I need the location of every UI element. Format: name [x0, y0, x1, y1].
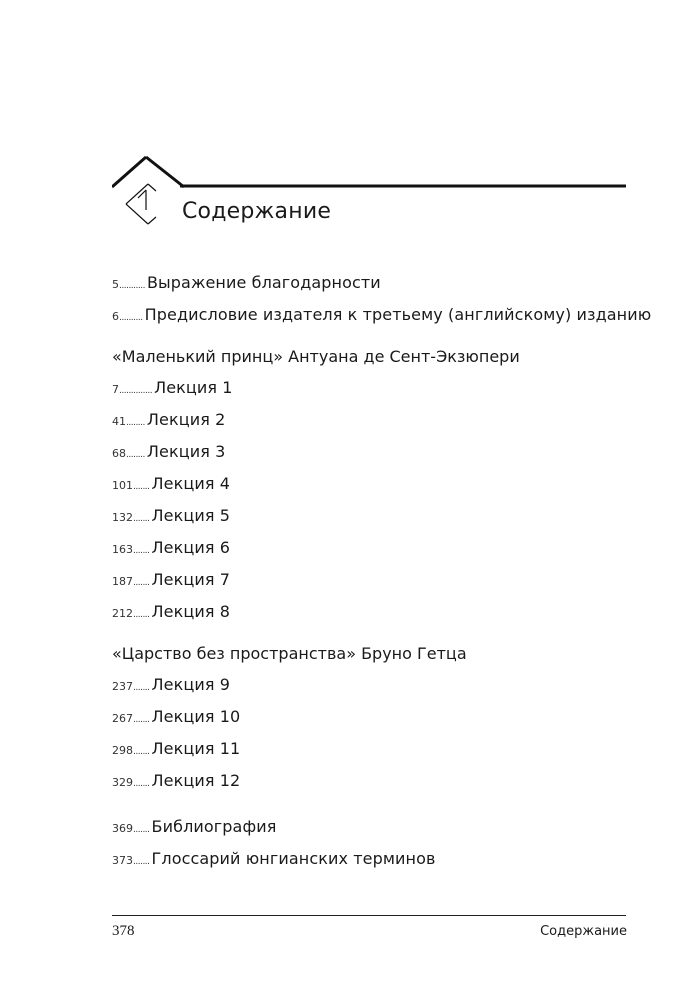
toc-entry[interactable]: [112, 771, 240, 797]
toc-title: Лекция 2: [146, 410, 226, 429]
toc-page-number: 373: [112, 854, 133, 867]
toc-leader-dots: .......: [133, 747, 150, 757]
toc-page-number: 163: [112, 543, 133, 556]
toc-title: Лекция 4: [151, 474, 231, 493]
toc-leader-dots: .......: [133, 482, 150, 492]
footer-page-number: 378: [112, 923, 135, 939]
toc-leader-dots: .......: [133, 779, 150, 789]
toc-entry[interactable]: [112, 506, 230, 532]
toc-entry[interactable]: [112, 570, 230, 596]
toc-title: Лекция 1: [154, 378, 233, 397]
toc-title: Лекция 10: [151, 707, 241, 726]
toc-section-title: «Маленький принц» Антуана де Сент-Экзюпери: [112, 347, 520, 366]
toc-page-number: 7: [112, 383, 119, 396]
toc-leader-dots: ...........: [119, 281, 145, 291]
toc-title: Лекция 11: [151, 739, 241, 758]
toc-title: Лекция 5: [151, 506, 231, 525]
toc-page-number: 187: [112, 575, 133, 588]
toc-leader-dots: .......: [133, 578, 150, 588]
toc-leader-dots: .......: [133, 825, 150, 835]
toc-leader-dots: .......: [133, 610, 150, 620]
toc-page-number: 68: [112, 447, 126, 460]
toc-entry[interactable]: [112, 474, 230, 500]
toc-title: Лекция 3: [146, 442, 226, 461]
toc-leader-dots: .......: [133, 683, 150, 693]
toc-title: Выражение благодарности: [146, 273, 381, 292]
toc-title: Предисловие издателя к третьему (английскому) изданию: [144, 305, 652, 324]
toc-title: Лекция 8: [151, 602, 231, 621]
toc-page-number: 101: [112, 479, 133, 492]
toc-title: Лекция 12: [151, 771, 241, 790]
toc-page-number: 329: [112, 776, 133, 789]
footer-running-head: Содержание: [540, 924, 627, 939]
toc-page-number: 369: [112, 822, 133, 835]
toc-entry[interactable]: [112, 817, 276, 843]
toc-page-number: 132: [112, 511, 133, 524]
toc-title: Лекция 6: [151, 538, 231, 557]
toc-page-number: 267: [112, 712, 133, 725]
toc-leader-dots: .......: [133, 857, 150, 867]
toc-page-number: 212: [112, 607, 133, 620]
toc-leader-dots: ..........: [119, 313, 143, 323]
toc-entry[interactable]: [112, 273, 381, 299]
toc-page-number: 5: [112, 278, 119, 291]
toc-entry[interactable]: [112, 739, 240, 765]
toc-entry[interactable]: [112, 410, 225, 436]
toc-page-number: 298: [112, 744, 133, 757]
toc-title: Глоссарий юнгианских терминов: [151, 849, 436, 868]
toc-entry[interactable]: [112, 442, 225, 468]
toc-title: Библиография: [151, 817, 277, 836]
toc-title: Лекция 9: [151, 675, 231, 694]
toc-entry[interactable]: [112, 305, 651, 331]
toc-entry[interactable]: [112, 707, 240, 733]
toc-entry[interactable]: [112, 378, 233, 404]
footer-rule: [112, 915, 626, 916]
toc-leader-dots: ........: [126, 450, 145, 460]
page-title: Содержание: [182, 199, 332, 224]
toc-leader-dots: .......: [133, 715, 150, 725]
toc-page-number: 237: [112, 680, 133, 693]
toc-entry[interactable]: [112, 849, 436, 875]
toc-entry[interactable]: [112, 538, 230, 564]
toc-page-number: 41: [112, 415, 126, 428]
toc-section-title: «Царство без пространства» Бруно Гетца: [112, 644, 467, 663]
toc-title: Лекция 7: [151, 570, 231, 589]
toc-leader-dots: .......: [133, 514, 150, 524]
toc-leader-dots: .......: [133, 546, 150, 556]
toc-entry[interactable]: [112, 675, 230, 701]
toc-entry[interactable]: [112, 602, 230, 628]
toc-page-number: 6: [112, 310, 119, 323]
toc-leader-dots: ........: [126, 418, 145, 428]
toc-leader-dots: ..............: [119, 386, 153, 396]
